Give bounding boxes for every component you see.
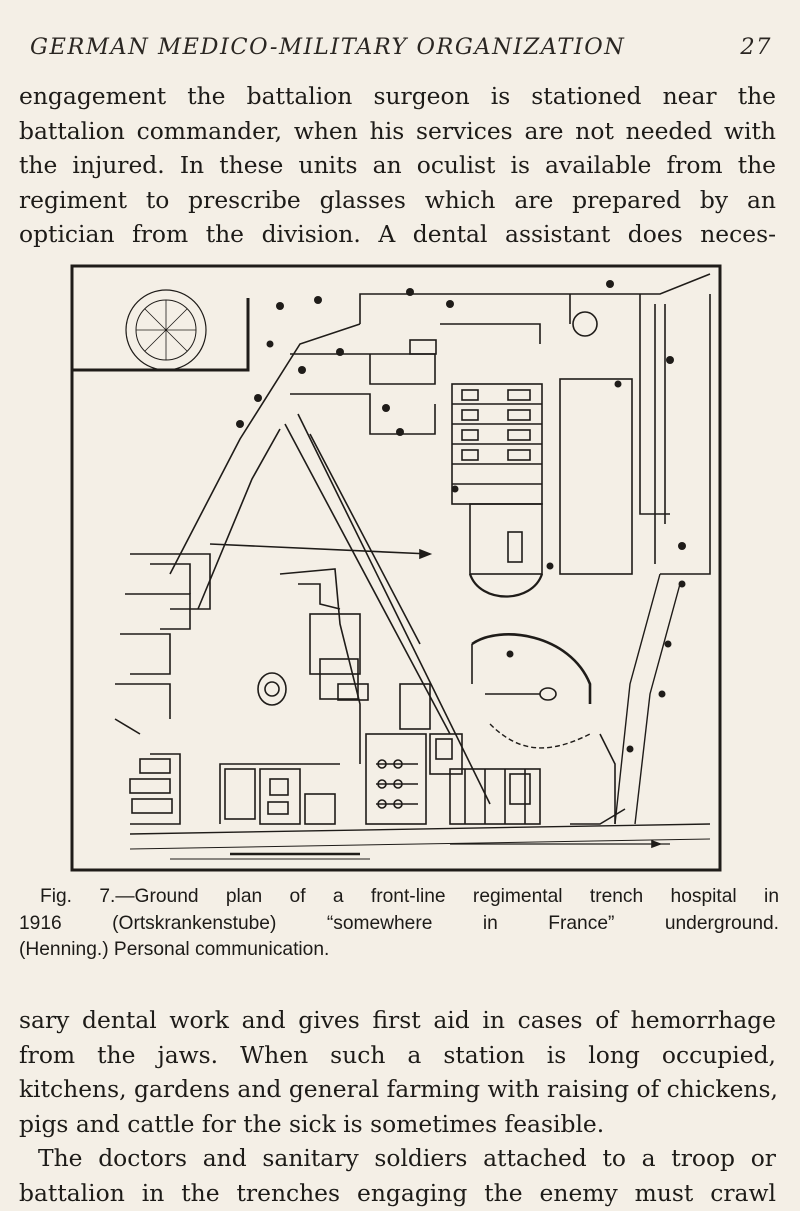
text-line: The doctors and sanitary soldiers attached to a troop or xyxy=(38,1144,776,1173)
figure-caption xyxy=(19,884,779,964)
text-line: kitchens, gardens and general farming with raising of chickens, xyxy=(19,1075,778,1104)
text-line: engagement the battalion surgeon is stationed near the xyxy=(19,82,776,110)
paragraph-bottom xyxy=(19,1003,776,1211)
text-line: sary dental work and gives first aid in cases of hemorrhage xyxy=(19,1006,776,1034)
running-header xyxy=(30,34,772,60)
ground-plan-figure xyxy=(70,264,722,876)
ground-plan-drawing xyxy=(70,264,722,876)
paragraph-top xyxy=(19,79,776,252)
text-line: the injured. In these units an oculist is available from the xyxy=(19,151,776,180)
running-title: GERMAN MEDICO-MILITARY ORGANIZATION xyxy=(30,34,626,60)
text-line: pigs and cattle for the sick is sometimes feasible. xyxy=(19,1109,605,1138)
text-line: optician from the division. A dental assistant does neces- xyxy=(19,220,776,249)
caption-line: Fig. 7.—Ground plan of a front-line regimental trench hospital in xyxy=(40,886,779,907)
caption-line: (Henning.) Personal communication. xyxy=(19,939,330,960)
caption-line: 1916 (Ortskrankenstube) “somewhere in France” underground. xyxy=(19,912,779,934)
text-line: regiment to prescribe glasses which are prepared by an xyxy=(19,185,776,214)
text-line: from the jaws. When such a station is long occupied, xyxy=(19,1040,776,1069)
text-line: battalion in the trenches engaging the enemy must crawl xyxy=(19,1178,776,1207)
text-line: battalion commander, when his services are not needed with xyxy=(19,116,776,145)
page-number: 27 xyxy=(740,34,772,60)
